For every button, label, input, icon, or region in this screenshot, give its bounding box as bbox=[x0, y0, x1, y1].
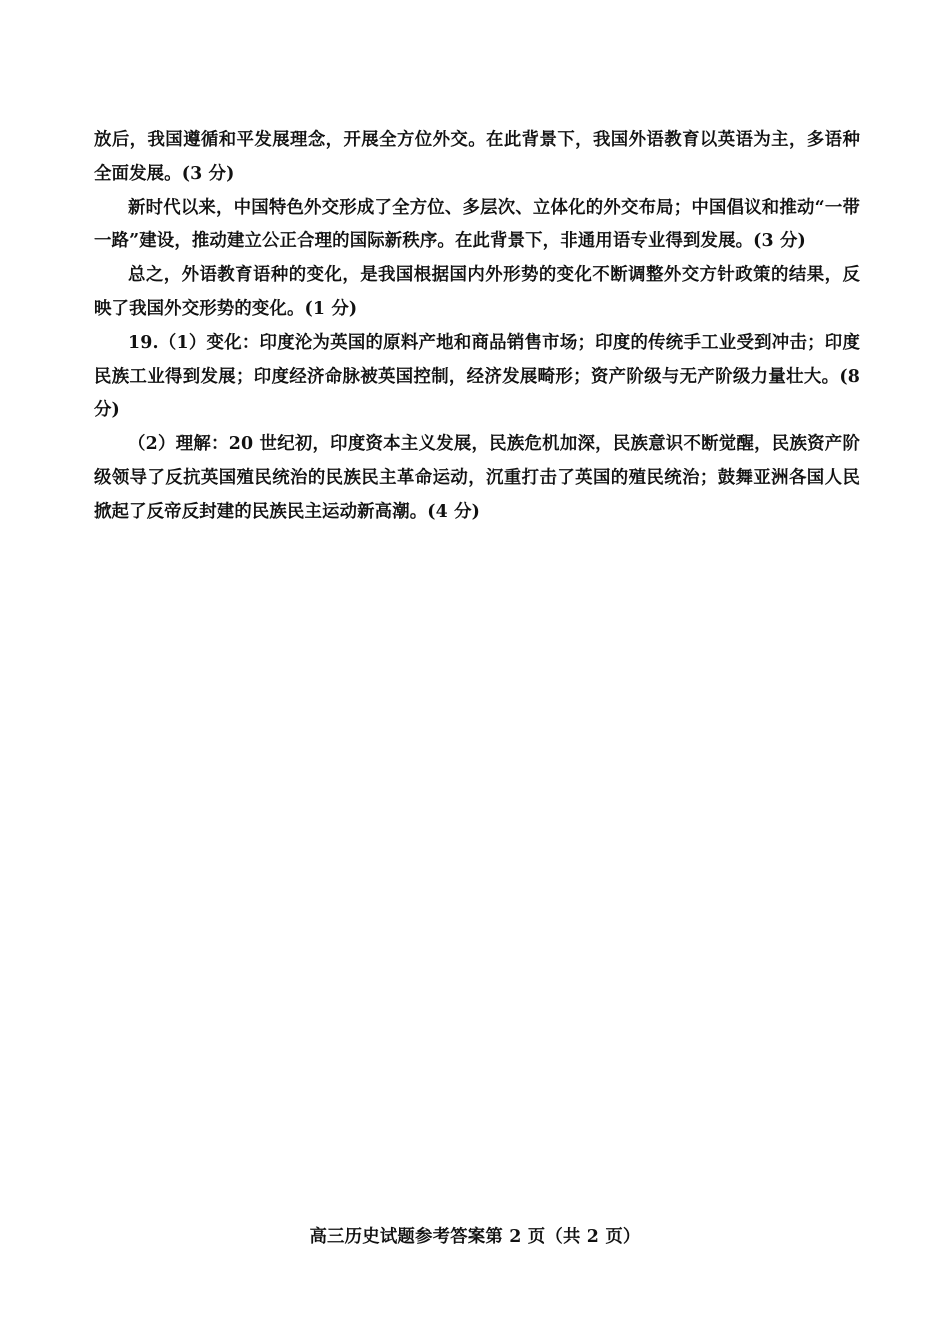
paragraph-q19-part2: （2）理解：20 世纪初，印度资本主义发展，民族危机加深，民族意识不断觉醒，民族资产阶级领导了反抗英国殖民统治的民族民主革命运动，沉重打击了英国的殖民统治；鼓舞亚洲各国人民掀起了反帝反封建的民族民主运动新高潮。(4 分) bbox=[94, 434, 860, 522]
page-footer: 高三历史试题参考答案第 2 页（共 2 页） bbox=[309, 1227, 641, 1247]
answer-body bbox=[94, 124, 860, 530]
paragraph-summary: 总之，外语教育语种的变化，是我国根据国内外形势的变化不断调整外交方针政策的结果，反映了我国外交形势的变化。(1 分) bbox=[94, 265, 860, 319]
paragraph-continuation: 放后，我国遵循和平发展理念，开展全方位外交。在此背景下，我国外语教育以英语为主，多语种全面发展。(3 分) bbox=[94, 130, 860, 184]
paragraph-q19-part1: 19.（1）变化：印度沦为英国的原料产地和商品销售市场；印度的传统手工业受到冲击；印度民族工业得到发展；印度经济命脉被英国控制，经济发展畸形；资产阶级与无产阶级力量壮大。(8 分) bbox=[94, 332, 860, 421]
paragraph-new-era: 新时代以来，中国特色外交形成了全方位、多层次、立体化的外交布局；中国倡议和推动“一带一路”建设，推动建立公正合理的国际新秩序。在此背景下，非通用语专业得到发展。(3 分) bbox=[94, 197, 860, 252]
